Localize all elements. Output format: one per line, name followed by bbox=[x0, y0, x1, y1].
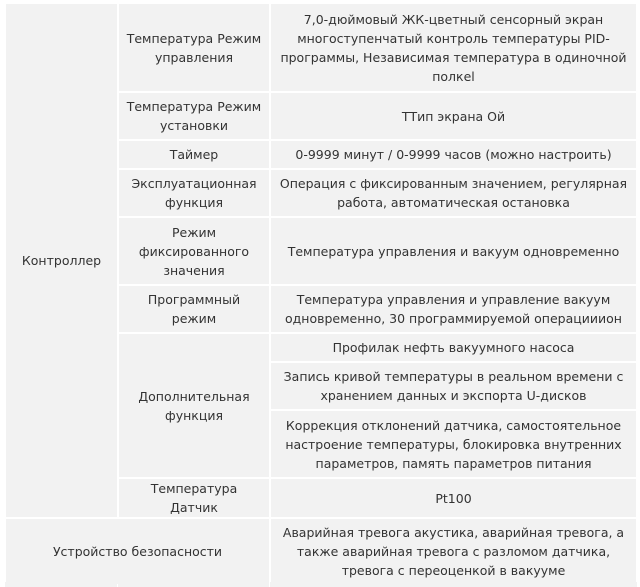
next-row-edge bbox=[5, 582, 637, 587]
row-value: Операция с фиксированным значением, регулярная работа, автоматическая остановка bbox=[270, 169, 637, 217]
spec-table bbox=[5, 3, 637, 585]
row-label: Температура Режим установки bbox=[118, 92, 270, 140]
row-value: Запись кривой температуры в реальном времени с хранением данных и экспорта U-дисков bbox=[270, 362, 637, 410]
row-value: Профилак нефть вакуумного насоса bbox=[270, 333, 637, 362]
row-value: 7,0-дюймовый ЖК-цветный сенсорный экран многоступенчатый контроль температуры PID-программы, Независимая температура в одиночной полкеl bbox=[270, 3, 637, 92]
row-label: Режим фиксированного значения bbox=[118, 217, 270, 285]
table-row bbox=[5, 518, 637, 585]
row-label: Программный режим bbox=[118, 285, 270, 333]
row-label: Дополнительная функция bbox=[118, 333, 270, 478]
row-value: 0-9999 минут / 0-9999 часов (можно настроить) bbox=[270, 140, 637, 169]
table-row bbox=[5, 3, 637, 92]
row-label: Эксплуатационная функция bbox=[118, 169, 270, 217]
row-label: Таймер bbox=[118, 140, 270, 169]
row-value: Pt100 bbox=[270, 478, 637, 518]
row-label: Температура Датчик bbox=[118, 478, 270, 518]
row-value: Аварийная тревога акустика, аварийная тревога, а также аварийная тревога с разломом датчика, тревога с переоценкой в вакууме bbox=[270, 518, 637, 585]
row-value: Температура управления и вакуум одновременно bbox=[270, 217, 637, 285]
row-value: Коррекция отклонений датчика, самостоятельное настроение температуры, блокировка внутренних параметров, память параметров питания bbox=[270, 410, 637, 478]
row-value: Температура управления и управление вакуум одновременно, 30 программируемой операцииион bbox=[270, 285, 637, 333]
row-value: TТип экрана Ой bbox=[270, 92, 637, 140]
group-label-controller: Контроллер bbox=[5, 3, 118, 518]
group-label-safety: Устройство безопасности bbox=[5, 518, 270, 585]
row-label: Температура Режим управления bbox=[118, 3, 270, 92]
